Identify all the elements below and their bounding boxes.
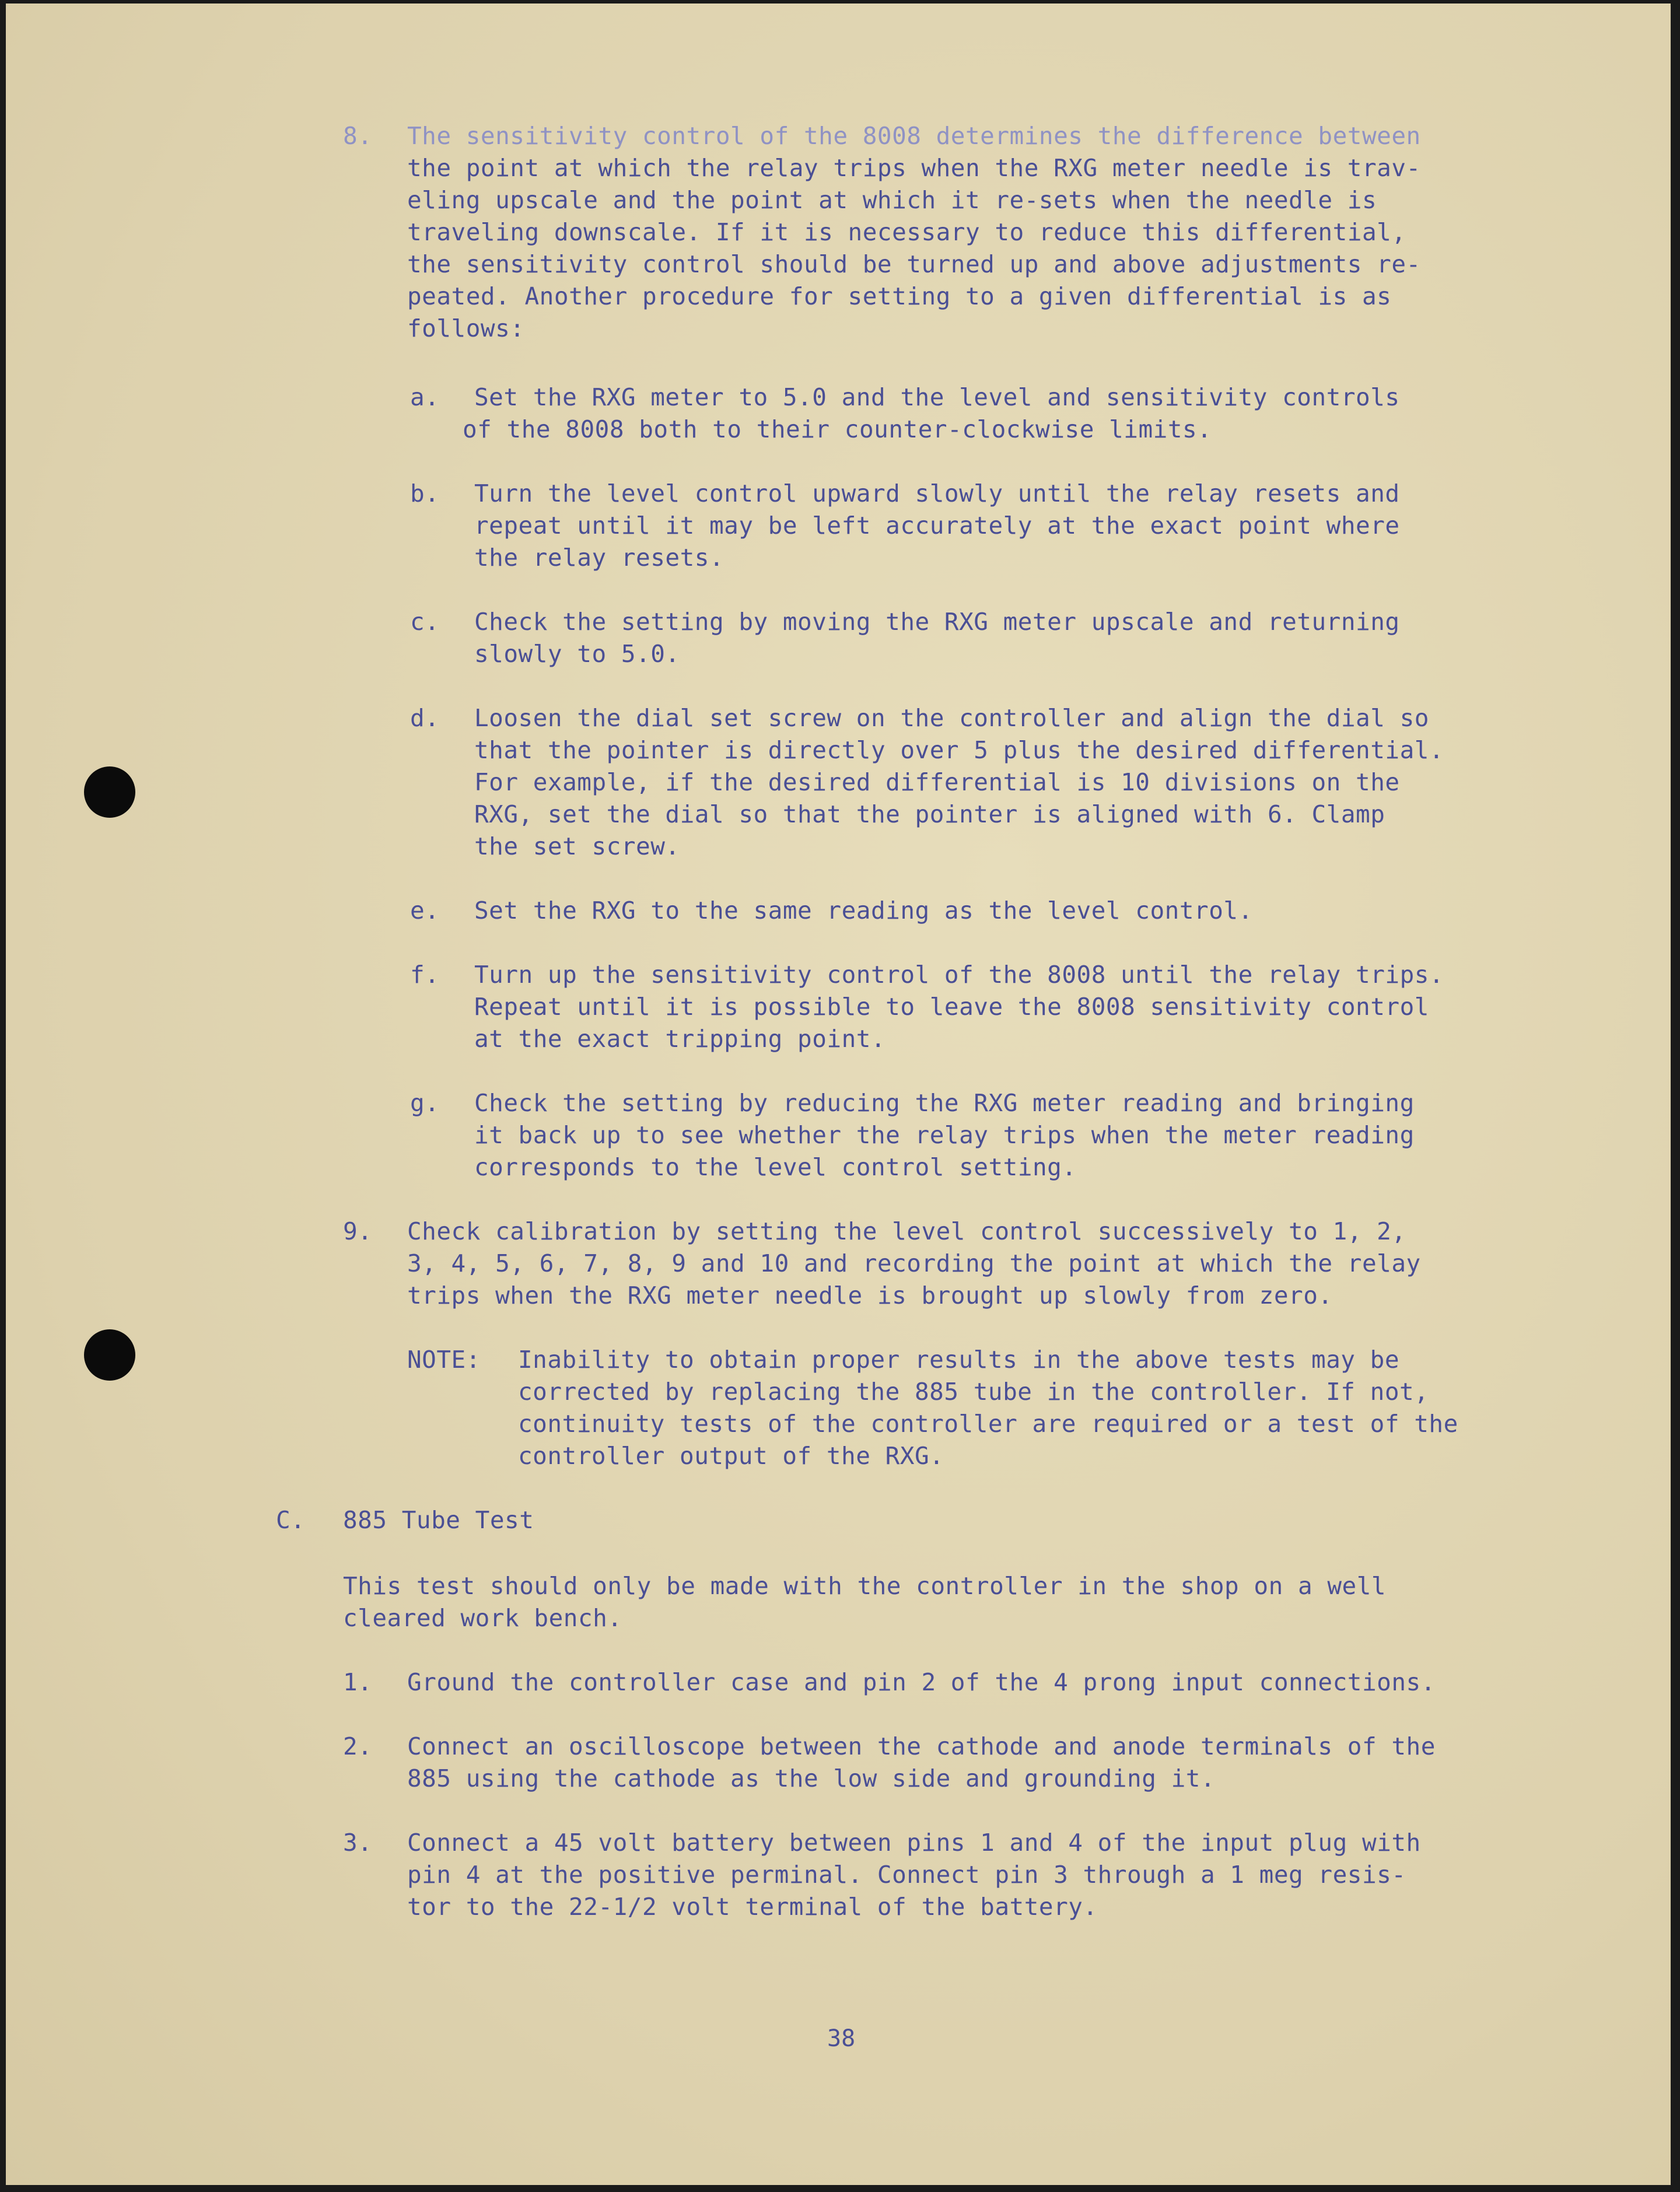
substep-c-line: Check the setting by moving the RXG meter upscale and returning — [474, 608, 1400, 636]
substep-f-line: Repeat until it is possible to leave the 8008 sensitivity control — [474, 993, 1429, 1021]
substep-d-letter: d. — [410, 704, 440, 732]
substep-b-letter: b. — [410, 479, 440, 507]
section-c-heading: 885 Tube Test — [343, 1506, 534, 1534]
substep-d-line: RXG, set the dial so that the pointer is aligned with 6. Clamp — [474, 800, 1385, 828]
substep-e-line: Set the RXG to the same reading as the level control. — [474, 897, 1253, 925]
step-3-line: tor to the 22-1/2 volt terminal of the battery. — [407, 1893, 1098, 1921]
item-8-line: the sensitivity control should be turned up and above adjustments re- — [407, 250, 1421, 278]
page-number: 38 — [827, 2025, 856, 2052]
punch-hole-lower — [84, 1329, 135, 1381]
substep-a-line: Set the RXG meter to 5.0 and the level and sensitivity controls — [474, 383, 1400, 411]
substep-f-line: at the exact tripping point. — [474, 1025, 886, 1053]
item-8-line: peated. Another procedure for setting to a given differential is as — [407, 282, 1392, 310]
step-1-line: Ground the controller case and pin 2 of the 4 prong input connections. — [407, 1668, 1436, 1696]
substep-g-line: it back up to see whether the relay trips when the meter reading — [474, 1121, 1415, 1149]
item-9-line: Check calibration by setting the level control successively to 1, 2, — [407, 1217, 1406, 1245]
substep-g-line: Check the setting by reducing the RXG meter reading and bringing — [474, 1089, 1415, 1117]
item-8-line: the point at which the relay trips when the RXG meter needle is trav- — [407, 154, 1421, 182]
substep-g-letter: g. — [410, 1089, 440, 1117]
note-line: corrected by replacing the 885 tube in the controller. If not, — [518, 1378, 1429, 1406]
step-2-number: 2. — [343, 1732, 373, 1760]
item-9-line: 3, 4, 5, 6, 7, 8, 9 and 10 and recording the point at which the relay — [407, 1249, 1421, 1277]
note-line: controller output of the RXG. — [518, 1442, 944, 1470]
substep-d-line: Loosen the dial set screw on the controller and align the dial so — [474, 704, 1429, 732]
step-3-line: pin 4 at the positive perminal. Connect pin 3 through a 1 meg resis- — [407, 1861, 1406, 1889]
substep-a-letter: a. — [410, 383, 440, 411]
item-9-line: trips when the RXG meter needle is brought up slowly from zero. — [407, 1281, 1333, 1309]
substep-b-line: repeat until it may be left accurately at the exact point where — [474, 512, 1400, 540]
step-3-number: 3. — [343, 1829, 373, 1857]
item-8-line: The sensitivity control of the 8008 determines the difference between — [407, 122, 1421, 150]
item-9-number: 9. — [343, 1217, 373, 1245]
item-8-line: follows: — [407, 314, 525, 342]
substep-f-line: Turn up the sensitivity control of the 8008 until the relay trips. — [474, 961, 1444, 989]
substep-d-line: For example, if the desired differential is 10 divisions on the — [474, 768, 1400, 796]
substep-c-letter: c. — [410, 608, 440, 636]
note-line: Inability to obtain proper results in the above tests may be — [518, 1346, 1400, 1374]
step-2-line: Connect an oscilloscope between the cathode and anode terminals of the — [407, 1732, 1436, 1760]
substep-a-line: of the 8008 both to their counter-clockwise limits. — [463, 415, 1212, 443]
substep-f-letter: f. — [410, 961, 440, 989]
section-c-intro-line: cleared work bench. — [343, 1604, 622, 1632]
substep-g-line: corresponds to the level control setting. — [474, 1153, 1077, 1181]
substep-e-letter: e. — [410, 897, 440, 925]
step-1-number: 1. — [343, 1668, 373, 1696]
section-c-intro-line: This test should only be made with the controller in the shop on a well — [343, 1572, 1387, 1600]
step-2-line: 885 using the cathode as the low side and grounding it. — [407, 1764, 1216, 1792]
item-8-line: eling upscale and the point at which it re-sets when the needle is — [407, 186, 1377, 214]
substep-b-line: Turn the level control upward slowly until the relay resets and — [474, 479, 1400, 507]
document-page — [6, 3, 1671, 2185]
punch-hole-upper — [84, 766, 135, 818]
substep-d-line: the set screw. — [474, 832, 680, 860]
step-3-line: Connect a 45 volt battery between pins 1 and 4 of the input plug with — [407, 1829, 1421, 1857]
substep-d-line: that the pointer is directly over 5 plus the desired differential. — [474, 736, 1444, 764]
note-line: continuity tests of the controller are required or a test of the — [518, 1410, 1458, 1438]
substep-c-line: slowly to 5.0. — [474, 640, 680, 668]
substep-b-line: the relay resets. — [474, 544, 724, 572]
item-8-line: traveling downscale. If it is necessary to reduce this differential, — [407, 218, 1406, 246]
section-c-letter: C. — [276, 1506, 306, 1534]
item-8-number: 8. — [343, 122, 373, 150]
note-label: NOTE: — [407, 1346, 481, 1374]
